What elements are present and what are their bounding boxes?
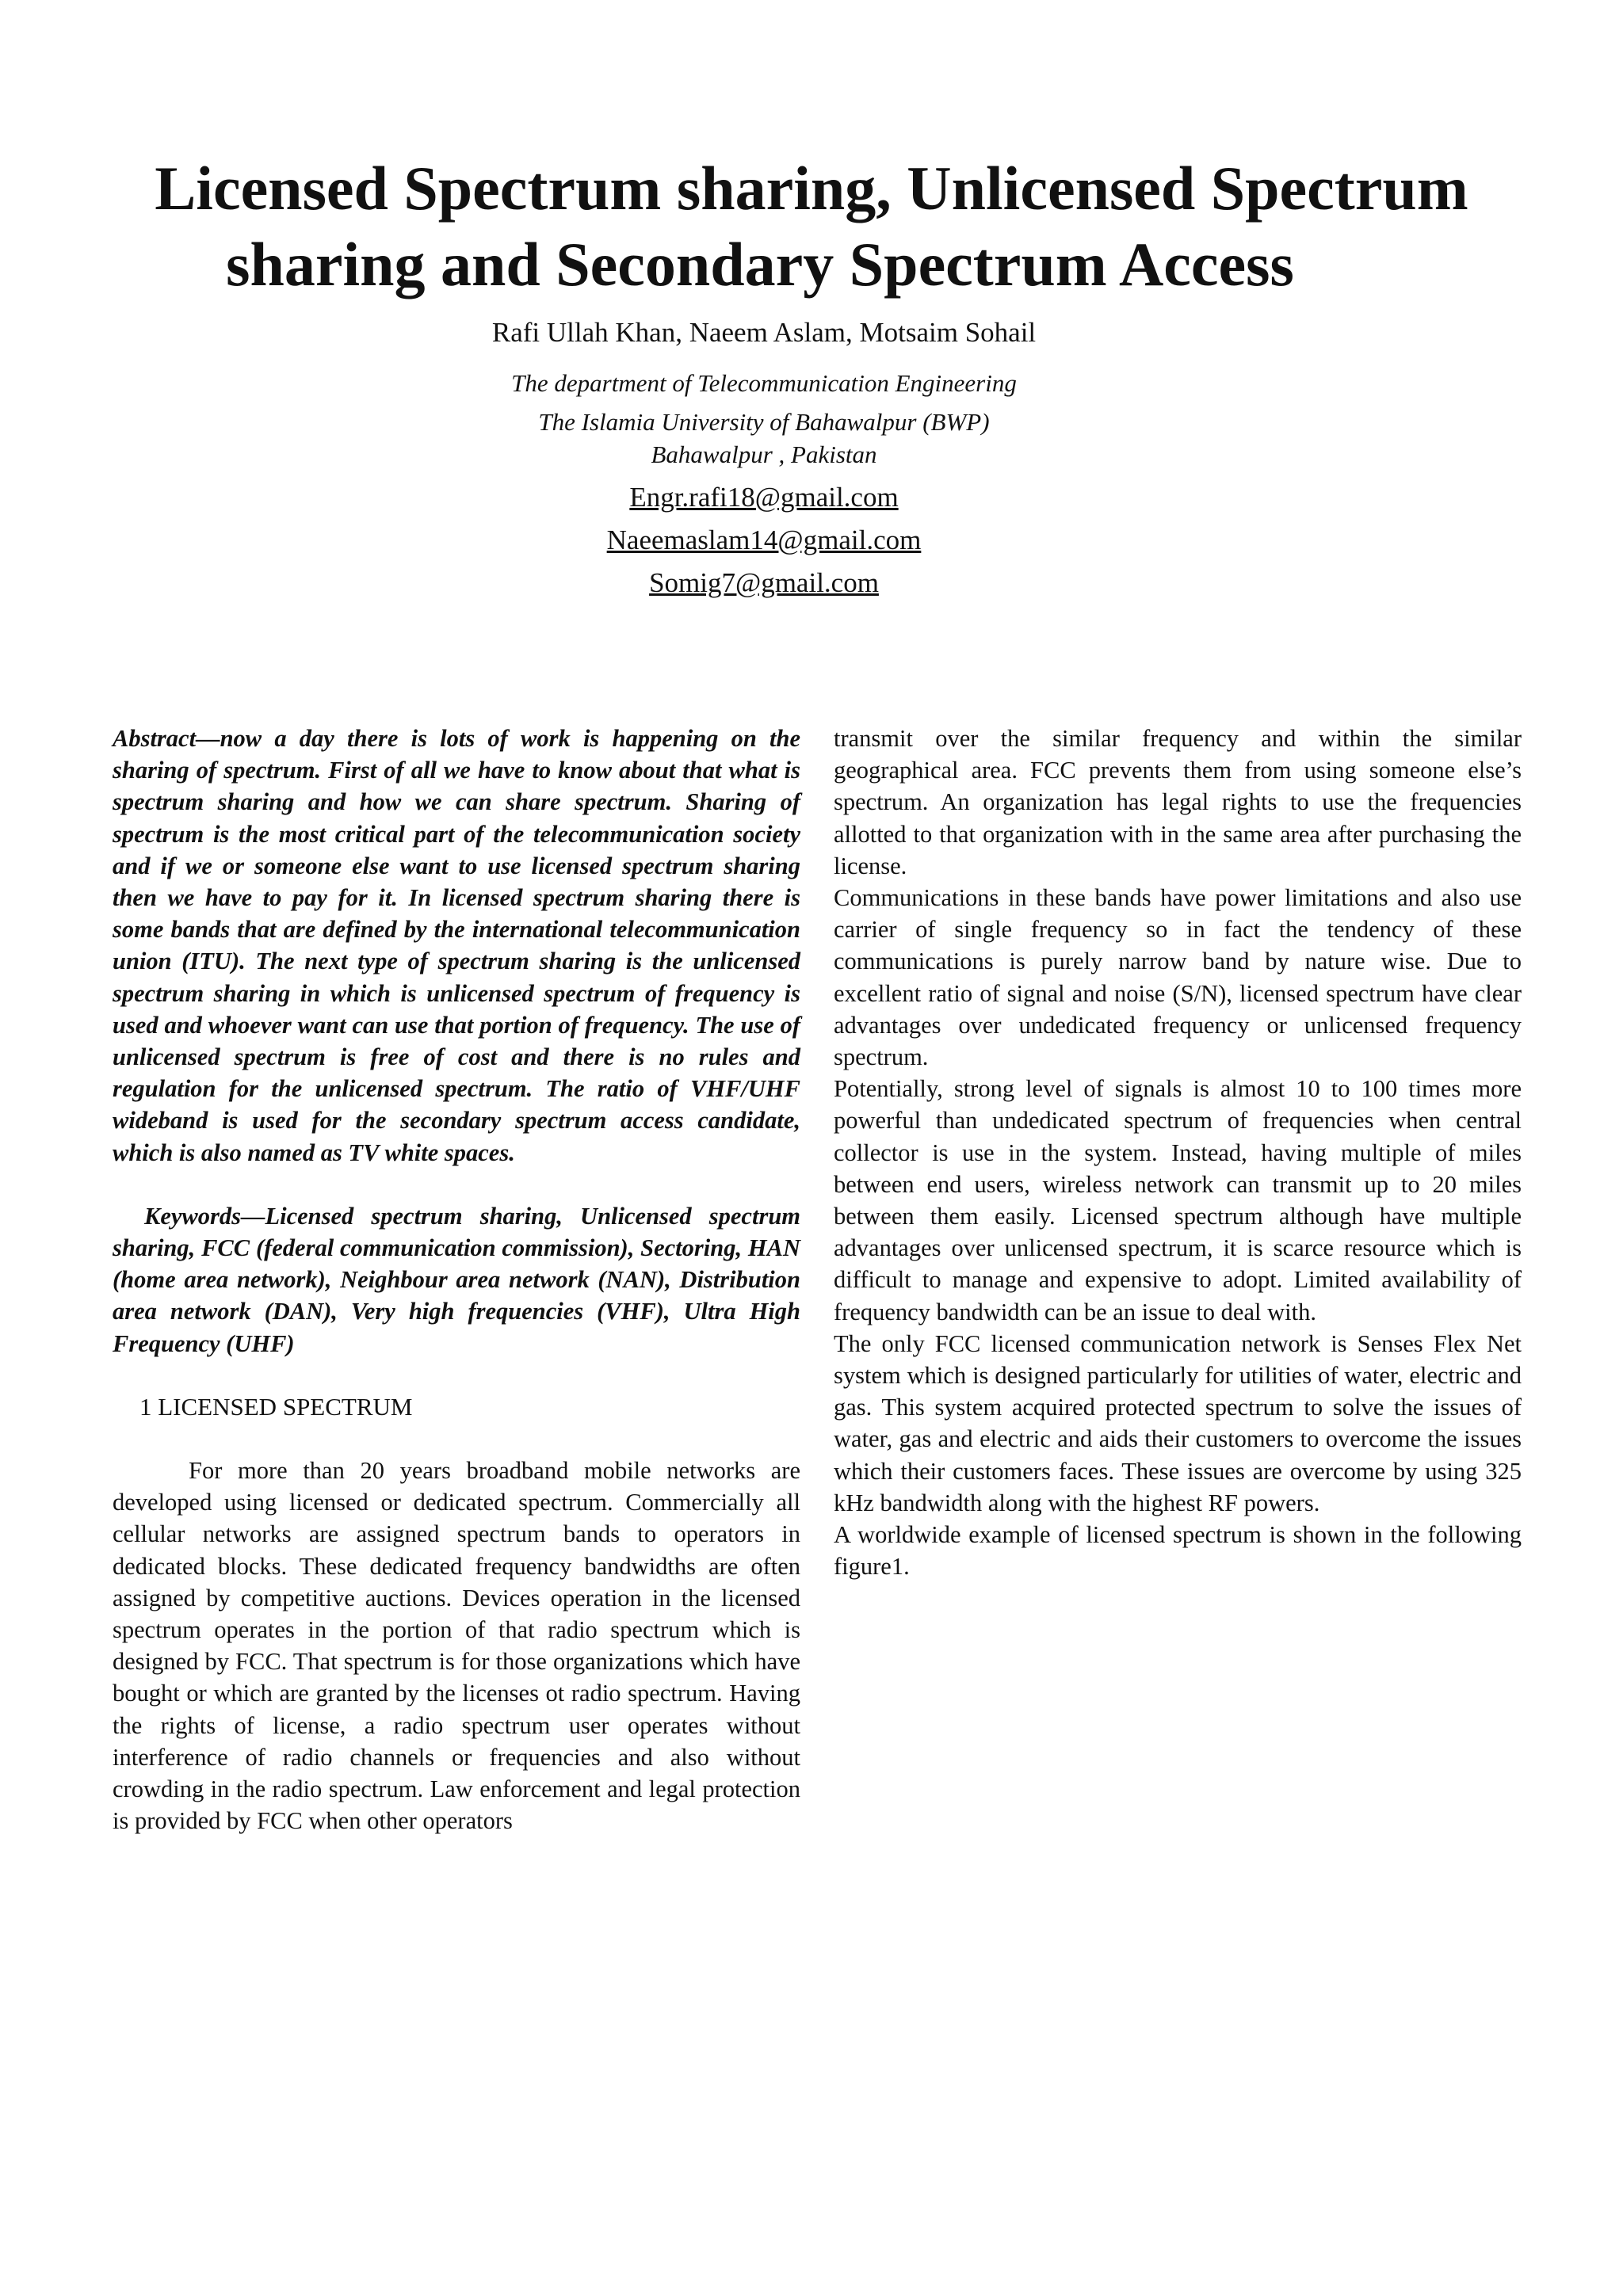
affiliation-university: The Islamia University of Bahawalpur (BWP) xyxy=(538,408,990,436)
body-paragraph: Communications in these bands have power limitations and also use carrier of single frequency so in fact the tendency of these communications is purely narrow band by nature wise. Due to excellent ratio of signal and noise (S/N), licensed spectrum have clear advantages over undedicated frequency or unlicensed frequency spectrum. xyxy=(834,884,1522,1071)
body-paragraph: A worldwide example of licensed spectrum is shown in the following figure1. xyxy=(834,1521,1522,1581)
title-line-1: Licensed Spectrum sharing, Unlicensed Spectrum xyxy=(155,154,1468,223)
affiliation-location: Bahawalpur , Pakistan xyxy=(651,441,877,468)
body-paragraph: transmit over the similar frequency and within the similar geographical area. FCC prevents them from using someone else’s spectrum. An organization has legal rights to use the frequencies allotted to that organization with in the same area after purchasing the license. xyxy=(834,725,1522,879)
title-line-2: sharing and Secondary Spectrum Access xyxy=(226,230,1294,299)
body-paragraph: The only FCC licensed communication network is Senses Flex Net system which is designed particularly for utilities of water, electric and gas. This system acquired protected spectrum to solve the issues of water, gas and electric and aids their customers to overcome the issues which their customers faces. These issues are overcome by using 325 kHz bandwidth along with the highest RF powers. xyxy=(834,1329,1522,1516)
email-link-3[interactable]: Somig7@gmail.com xyxy=(649,567,879,598)
left-column xyxy=(113,723,800,1837)
paper-title xyxy=(48,151,1575,303)
affiliation-department: The department of Telecommunication Engineering xyxy=(511,369,1017,397)
body-paragraph: Potentially, strong level of signals is almost 10 to 100 times more powerful than undedicated spectrum of frequencies when central collector is use in the system. Instead, having multiple of miles between end users, wireless network can transmit up to 20 miles between them easily. Licensed spectrum although have multiple advantages over unlicensed spectrum, it is scarce resource which is difficult to manage and expensive to adopt. Limited availability of frequency bandwidth can be an issue to deal with. xyxy=(834,1075,1522,1325)
section-heading: 1 LICENSED SPECTRUM xyxy=(139,1392,413,1421)
email-link-1[interactable]: Engr.rafi18@gmail.com xyxy=(629,482,899,513)
body-paragraph: For more than 20 years broadband mobile networks are developed using licensed or dedicated spectrum. Commercially all cellular networks are assigned spectrum bands to operators in dedicated blocks. These dedicated frequency bandwidths are often assigned by competitive auctions. Devices operation in the licensed spectrum operates in the portion of that radio spectrum which is designed by FCC. That spectrum is for those organizations which have bought or which are granted by the licenses ot radio spectrum. Having the rights of license, a radio spectrum user operates without interference of radio channels or frequencies and also without crowding in the radio spectrum. Law enforcement and legal protection is provided by FCC when other operators xyxy=(113,1457,800,1835)
abstract: Abstract—now a day there is lots of work is happening on the sharing of spectrum. First of all we have to know about that what is spectrum sharing and how we can share spectrum. Sharing of spectrum is the most critical part of the telecommunication society and if we or someone else want to use licensed spectrum sharing then we have to pay for it. In licensed spectrum sharing there is some bands that are defined by the international telecommunication union (ITU). The next type of spectrum sharing is the unlicensed spectrum sharing in which is unlicensed spectrum of frequency is used and whoever want can use that portion of frequency. The use of unlicensed spectrum is free of cost and there is no rules and regulation for the unlicensed spectrum. The ratio of VHF/UHF wideband is used for the secondary spectrum access candidate, which is also named as TV white spaces. xyxy=(113,725,800,1166)
keywords: Keywords—Licensed spectrum sharing, Unlicensed spectrum sharing, FCC (federal communication commission), Sectoring, HAN (home area network), Neighbour area network (NAN), Distribution area network (DAN), Very high frequencies (VHF), Ultra High Frequency (UHF) xyxy=(113,1202,800,1357)
right-column xyxy=(834,723,1522,1582)
email-link-2[interactable]: Naeemaslam14@gmail.com xyxy=(606,524,922,555)
author-list: Rafi Ullah Khan, Naeem Aslam, Motsaim Sohail xyxy=(491,317,1037,348)
